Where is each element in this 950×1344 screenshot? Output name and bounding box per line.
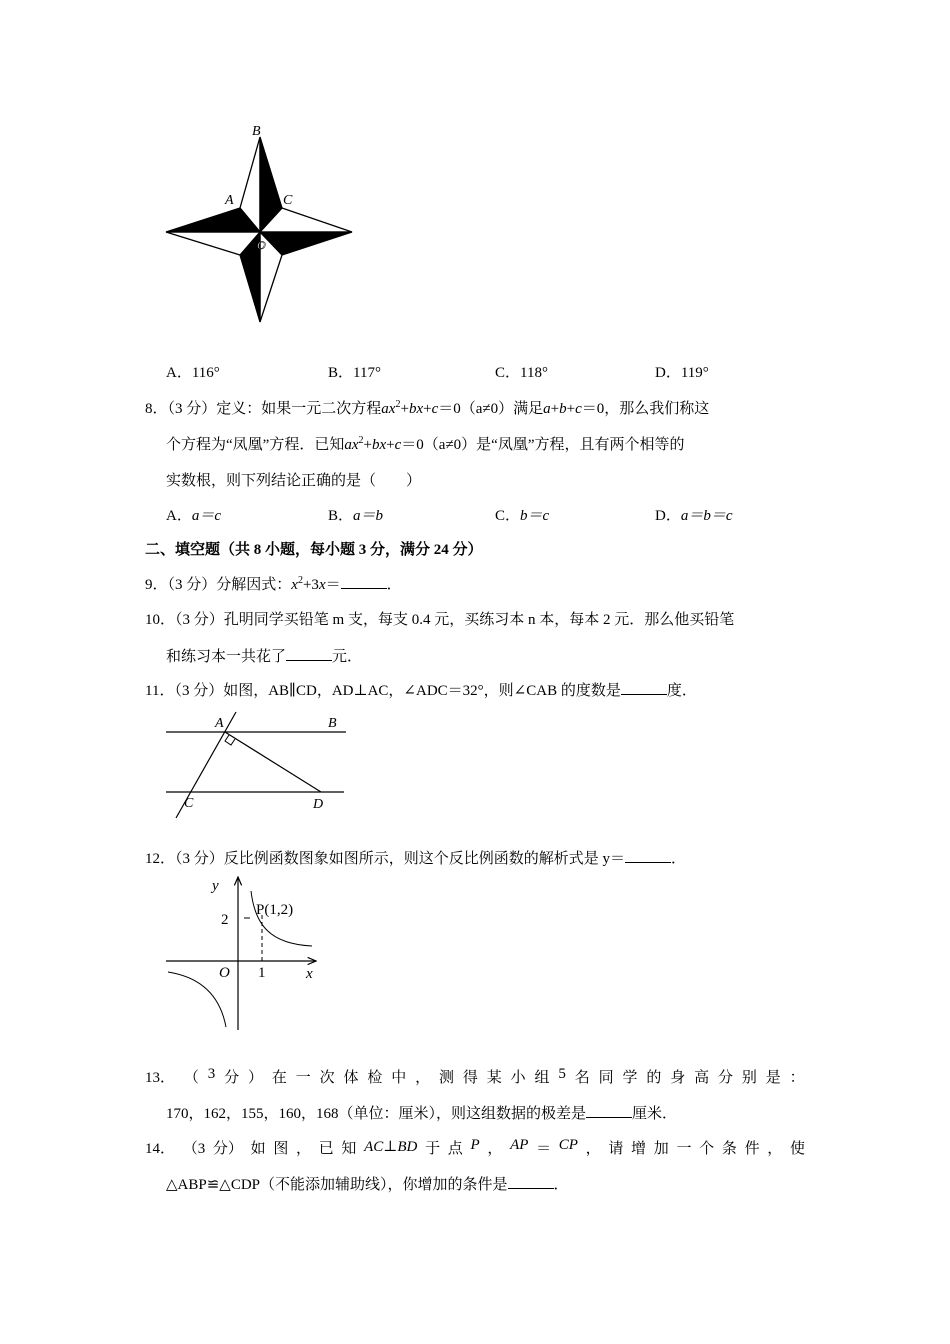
answer-blank[interactable] xyxy=(341,576,387,589)
q8-text-4: 个方程为“凤凰”方程．已知 xyxy=(166,437,345,453)
q7-option-b[interactable] xyxy=(328,361,381,382)
q14-token: 于 xyxy=(425,1141,441,1157)
q13-line2 xyxy=(166,1102,677,1123)
q14-token: 一 xyxy=(676,1141,692,1157)
question-number: 9． xyxy=(145,577,168,593)
q13-char: 分 xyxy=(717,1070,733,1086)
q10-text: 孔明同学买铅笔 m 支，每支 0.4 元，买练习本 n 本，每本 2 元．那么他买铅笔 xyxy=(223,612,735,628)
point-p-label: P(1,2) xyxy=(256,902,294,918)
q11-line xyxy=(145,679,697,700)
star-label-c: C xyxy=(283,193,293,208)
question-number: 12． xyxy=(145,851,176,867)
option-text: 117° xyxy=(353,365,381,381)
q10-text-2: 和练习本一共花了 xyxy=(166,649,287,665)
label-d: D xyxy=(313,797,324,812)
option-letter: B． xyxy=(328,508,354,524)
q8-line3: 实数根，则下列结论正确的是（ ） xyxy=(166,473,422,489)
question-score: （3 分） xyxy=(175,851,224,867)
q13-char: 名 xyxy=(574,1070,590,1086)
q8-option-d[interactable] xyxy=(655,504,733,525)
answer-blank[interactable] xyxy=(586,1105,632,1118)
q13-char: 分 xyxy=(224,1070,240,1086)
label-c: C xyxy=(184,796,194,811)
q14-token: 件 xyxy=(744,1141,760,1157)
curve-third-quadrant xyxy=(168,972,226,1027)
q13-char: 13． xyxy=(145,1070,176,1086)
answer-blank[interactable] xyxy=(508,1176,554,1189)
q8-text-3: ，那么我们称这 xyxy=(604,401,710,417)
q8-text-1: 定义：如果一元二次方程 xyxy=(216,401,382,417)
q14-token: 条 xyxy=(721,1141,737,1157)
option-text: a＝b＝c xyxy=(680,508,733,524)
star-label-a: A xyxy=(225,193,234,208)
q14-token: 分） xyxy=(212,1141,243,1157)
curve-first-quadrant xyxy=(251,891,312,946)
section-2-title: 二、填空题（共 8 小题，每小题 3 分，满分 24 分） xyxy=(145,542,483,558)
option-letter: D． xyxy=(655,365,681,381)
q8-equation-2: $ax^2+bx+c=0$ xyxy=(344,435,424,453)
option-letter: B． xyxy=(328,365,354,381)
q13-char: 检 xyxy=(367,1070,383,1086)
q13-char: 的 xyxy=(646,1070,662,1086)
q12-end: ． xyxy=(671,851,687,867)
q9-text: 分解因式： xyxy=(216,577,292,593)
q14-token: 点 xyxy=(447,1141,463,1157)
q14-token: P xyxy=(470,1137,480,1153)
q14-token: 14． xyxy=(145,1141,176,1157)
option-text: 116° xyxy=(191,365,220,381)
q13-char: ： xyxy=(789,1070,805,1086)
label-b: B xyxy=(328,716,337,731)
q14-token: AP xyxy=(510,1137,529,1153)
option-text: 118° xyxy=(520,365,548,381)
answer-blank[interactable] xyxy=(621,682,667,695)
q8-line1 xyxy=(145,397,709,418)
q13-char: ， xyxy=(415,1070,431,1086)
q13-char: 同 xyxy=(598,1070,614,1086)
q7-option-c[interactable] xyxy=(495,361,548,382)
q13-char: （ xyxy=(183,1070,199,1086)
q11-text: 如图，AB∥CD，AD⊥AC，∠ADC＝32°，则∠CAB 的度数是 xyxy=(223,683,621,699)
q13-char: 5 xyxy=(558,1066,566,1082)
q13-char: 在 xyxy=(271,1070,287,1086)
q13-char: 中 xyxy=(391,1070,407,1086)
question-score: （3 分） xyxy=(175,612,224,628)
star-label-o: O xyxy=(257,238,266,252)
option-text: b＝c xyxy=(520,508,550,524)
q11-end: 度． xyxy=(666,683,697,699)
q10-line1 xyxy=(145,608,734,629)
q14-token: 如 xyxy=(250,1141,266,1157)
option-letter: C． xyxy=(495,508,521,524)
q13-char: 组 xyxy=(534,1070,550,1086)
q11-parallel-lines-figure xyxy=(160,708,355,823)
q8-option-c[interactable] xyxy=(495,504,549,525)
q14-text: △ABP≌△CDP（不能添加辅助线），你增加的条件是 xyxy=(166,1177,508,1193)
option-text: 119° xyxy=(680,365,709,381)
answer-blank[interactable] xyxy=(625,850,671,863)
option-letter: A． xyxy=(166,508,192,524)
label-a: A xyxy=(215,716,224,731)
q14-token: ， xyxy=(487,1141,503,1157)
q14-token: CP xyxy=(558,1137,578,1153)
q13-char: 一 xyxy=(295,1070,311,1086)
q14-token: ， xyxy=(296,1141,312,1157)
q13-char: 小 xyxy=(510,1070,526,1086)
y-tick-label: 2 xyxy=(221,912,229,928)
q12-line xyxy=(145,847,686,868)
q13-line1 xyxy=(145,1066,805,1087)
star-figure xyxy=(160,118,360,330)
q14-token: ＝ xyxy=(536,1141,552,1157)
q7-option-a[interactable] xyxy=(166,361,220,382)
q14-token: 请 xyxy=(608,1141,624,1157)
q14-token: （3 xyxy=(182,1141,206,1157)
q13-char: 身 xyxy=(670,1070,686,1086)
q9 xyxy=(145,573,402,594)
question-number: 10． xyxy=(145,612,176,628)
option-letter: C． xyxy=(495,365,521,381)
q13-char: ） xyxy=(247,1070,263,1086)
question-score: （3 分） xyxy=(174,683,224,699)
x-tick-label: 1 xyxy=(258,965,266,981)
option-letter: D． xyxy=(655,508,681,524)
q8-text-5: （a≠0）是“凤凰”方程，且有两个相等的 xyxy=(423,437,685,453)
option-text: a＝b xyxy=(353,508,384,524)
q13-char: 体 xyxy=(343,1070,359,1086)
q8-condition: a+b+c＝0 xyxy=(543,401,605,417)
question-number: 8． xyxy=(145,401,168,417)
q13-char: 测 xyxy=(438,1070,454,1086)
q13-char: 学 xyxy=(622,1070,638,1086)
question-score: （3 分） xyxy=(167,401,217,417)
q14-line2 xyxy=(166,1173,569,1194)
q7-option-d[interactable] xyxy=(655,361,709,382)
q14-token: ， xyxy=(585,1141,601,1157)
star-label-b: B xyxy=(252,124,261,139)
q9-end: ． xyxy=(386,577,402,593)
answer-blank[interactable] xyxy=(286,648,332,661)
q13-char: 3 xyxy=(207,1066,216,1082)
segment-ad xyxy=(225,732,321,792)
q14-token: AC⊥BD xyxy=(364,1139,418,1155)
q14-token: 知 xyxy=(341,1141,357,1157)
q14-token: ， xyxy=(767,1141,783,1157)
q8-equation: $ax^2+bx+c=0$ xyxy=(381,399,461,417)
q14-token: 图 xyxy=(273,1141,289,1157)
option-letter: A． xyxy=(166,365,192,381)
q8-text-2: （a≠0）满足 xyxy=(460,401,544,417)
q9-expression: $x^2+3x=$ xyxy=(291,575,341,593)
q13-text: 170，162，155，160，168（单位：厘米），则这组数据的极差是 xyxy=(166,1106,587,1122)
y-axis-label: y xyxy=(212,878,219,894)
origin-label: O xyxy=(219,965,230,981)
q14-end: ． xyxy=(553,1177,569,1193)
q12-inverse-function-graph xyxy=(160,870,330,1035)
q12-text: 反比例函数图象如图所示，则这个反比例函数的解析式是 y＝ xyxy=(223,851,626,867)
q14-token: 增 xyxy=(631,1141,647,1157)
q13-char: 得 xyxy=(462,1070,478,1086)
q14-line1 xyxy=(145,1137,805,1158)
q14-token: 个 xyxy=(699,1141,715,1157)
q13-char: 次 xyxy=(319,1070,335,1086)
q13-char: 别 xyxy=(741,1070,757,1086)
q13-char: 高 xyxy=(694,1070,710,1086)
q13-char: 是 xyxy=(765,1070,781,1086)
q8-option-b[interactable] xyxy=(328,504,383,525)
question-score: （3 分） xyxy=(167,577,217,593)
q14-token: 已 xyxy=(318,1141,334,1157)
option-text: a＝c xyxy=(191,508,222,524)
q14-token: 加 xyxy=(653,1141,669,1157)
q10-line2 xyxy=(166,645,362,666)
q13-char: 某 xyxy=(486,1070,502,1086)
q8-line2 xyxy=(166,433,685,454)
right-angle-mark xyxy=(225,735,235,745)
q14-token: 使 xyxy=(789,1141,805,1157)
x-axis-label: x xyxy=(306,966,313,982)
q13-end: 厘米． xyxy=(632,1106,678,1122)
q10-end: 元． xyxy=(332,649,363,665)
question-number: 11． xyxy=(145,683,175,699)
q8-option-a[interactable] xyxy=(166,504,221,525)
